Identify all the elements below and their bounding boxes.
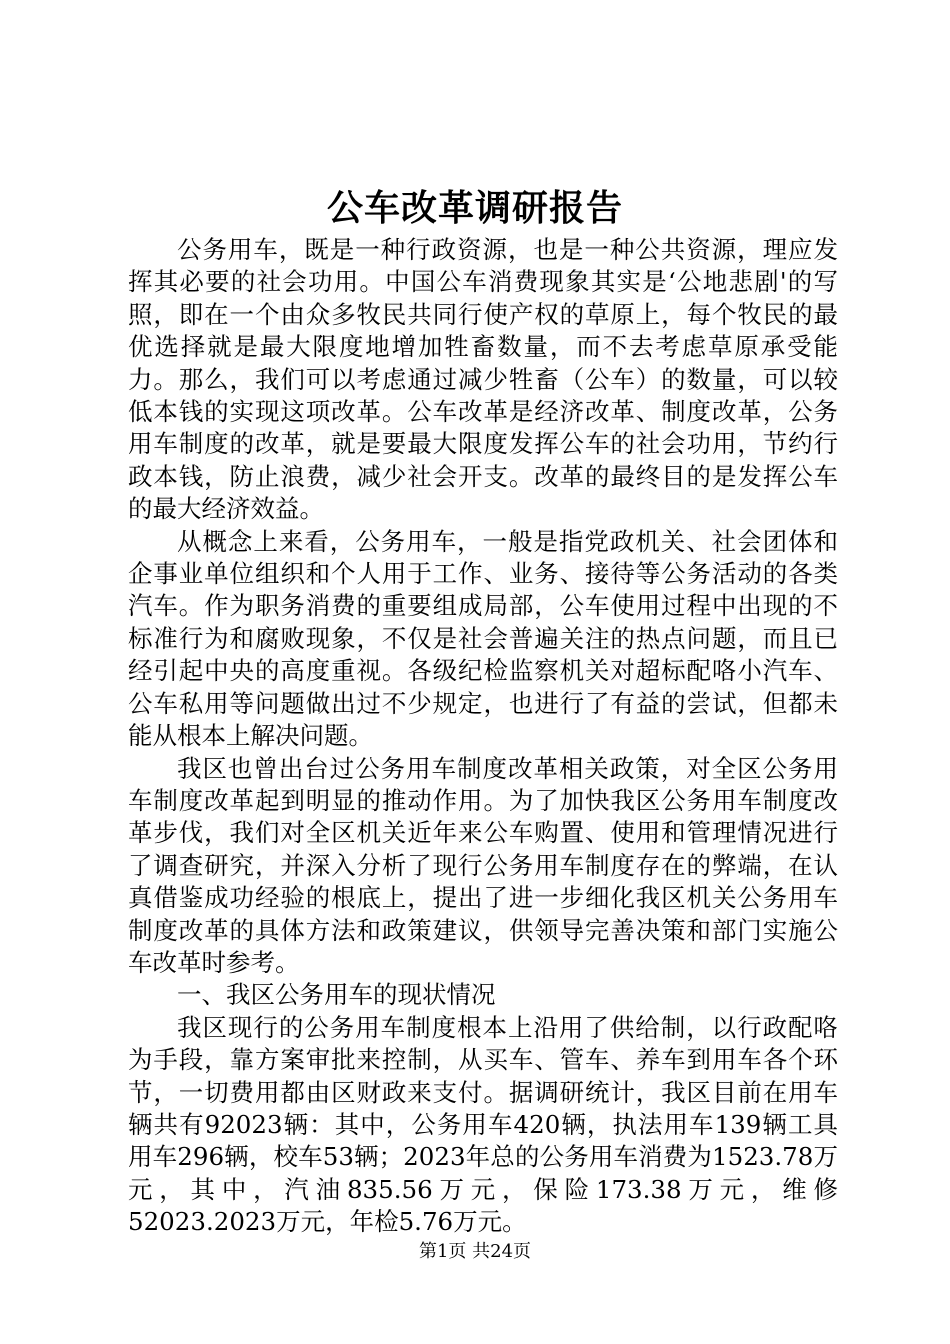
paragraph: 从概念上来看，公务用车，一般是指党政机关、社会团体和企事业单位组织和个人用于工作、业务、接待等公务活动的各类汽车。作为职务消费的重要组成局部，公车使用过程中出现的不标准行为和腐败现象，不仅是社会普遍关注的热点问题，而且已经引起中央的高度重视。各级纪检监察机关对超标配咯小汽车、公车私用等问题做出过不少规定，也进行了有益的尝试，但都未能从根本上解决问题。 [128, 526, 838, 751]
paragraph: 我区也曾出台过公务用车制度改革相关政策，对全区公务用车制度改革起到明显的推动作用。为了加快我区公务用车制度改革步伐，我们对全区机关近年来公车购置、使用和管理情况进行了调查研究，并深入分析了现行公务用车制度存在的弊端，在认真借鉴成功经验的根底上，提出了进一步细化我区机关公务用车制度改革的具体方法和政策建议，供领导完善决策和部门实施公车改革时参考。 [128, 753, 838, 977]
paragraph: 我区现行的公务用车制度根本上沿用了供给制，以行政配咯为手段，靠方案审批来控制，从买车、管车、养车到用车各个环节，一切费用都由区财政来支付。据调研统计，我区目前在用车辆共有92023辆：其中，公务用车420辆，执法用车139辆工具用车296辆，校车53辆；2023年总的公务用车消费为1523.78万元，其中，汽油835.56万元，保险173.38万元，维修52023.2023万元，年检5.76万元。 [128, 1012, 838, 1237]
page-footer: 第1页 共24页 [418, 1241, 532, 1262]
paragraph: 公务用车，既是一种行政资源，也是一种公共资源，理应发挥其必要的社会功用。中国公车消费现象其实是‘公地悲剧'的写照，即在一个由众多牧民共同行使产权的草原上，每个牧民的最优选择就是最大限度地增加牲畜数量，而不去考虑草原承受能力。那么，我们可以考虑通过减少牲畜（公车）的数量，可以较低本钱的实现这项改革。公车改革是经济改革、制度改革，公务用车制度的改革，就是要最大限度发挥公车的社会功用，节约行政本钱，防止浪费，减少社会开支。改革的最终目的是发挥公车的最大经济效益。 [128, 235, 838, 524]
section-heading: 一、我区公务用车的现状情况 [177, 980, 496, 1010]
document-title: 公车改革调研报告 [326, 187, 623, 229]
document-body [128, 234, 838, 1239]
